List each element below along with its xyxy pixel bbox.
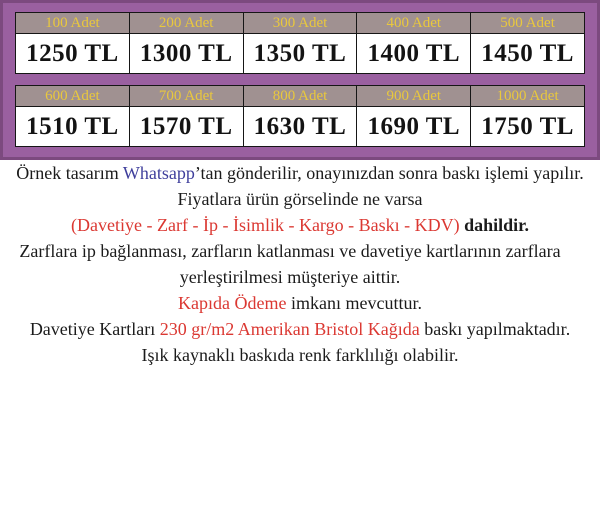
qty-header-cell: 800 Adet [243,86,357,107]
qty-header-cell: 400 Adet [357,13,471,34]
qty-header-cell: 1000 Adet [471,86,585,107]
price-cell: 1250 TL [16,34,130,74]
price-cell: 1400 TL [357,34,471,74]
qty-header-cell: 200 Adet [129,13,243,34]
paper-red-text: 230 gr/m2 Amerikan Bristol Kağıda [159,319,420,339]
paper-note [0,316,600,342]
price-cell: 1690 TL [357,107,471,147]
price-row [16,107,585,147]
info-section [0,160,600,368]
price-row [16,34,585,74]
envelope-note: Zarflara ip bağlanması, zarfların katlanması ve davetiye kartlarının zarflara yerleştirilmesi müşteriye aittir. [19,241,561,287]
cod-note [0,290,600,316]
color-note: Işık kaynaklı baskıda renk farklılığı olabilir. [141,345,459,365]
price-cell: 1750 TL [471,107,585,147]
price-cell: 1630 TL [243,107,357,147]
price-includes-intro: Fiyatlara ürün görselinde ne varsa [177,189,423,209]
paper-pre-text: Davetiye Kartları [29,319,160,339]
cod-rest-text: imkanı mevcuttur. [286,293,422,313]
price-panel [0,0,600,160]
price-includes-detail [0,212,600,238]
price-table-row1 [15,12,585,74]
qty-header-cell: 900 Adet [357,86,471,107]
includes-list-text: (Davetiye - Zarf - İp - İsimlik - Kargo - Baskı - KDV) [71,215,460,235]
sample-post-text: ’tan gönderilir, onayınızdan sonra baskı işlemi yapılır. [194,163,584,183]
includes-bold-text: dahildir. [459,215,529,235]
whatsapp-link[interactable]: Whatsapp [122,163,195,183]
price-cell: 1300 TL [129,34,243,74]
qty-header-cell: 300 Adet [243,13,357,34]
price-cell: 1350 TL [243,34,357,74]
price-cell: 1450 TL [471,34,585,74]
sample-design-note [0,160,600,186]
paper-post-text: baskı yapılmaktadır. [419,319,571,339]
price-table-row2 [15,85,585,147]
qty-header-row [16,13,585,34]
sample-pre-text: Örnek tasarım [16,163,123,183]
qty-header-row [16,86,585,107]
qty-header-cell: 500 Adet [471,13,585,34]
price-cell: 1570 TL [129,107,243,147]
qty-header-cell: 700 Adet [129,86,243,107]
qty-header-cell: 600 Adet [16,86,130,107]
qty-header-cell: 100 Adet [16,13,130,34]
cod-red-text: Kapıda Ödeme [178,293,287,313]
price-cell: 1510 TL [16,107,130,147]
